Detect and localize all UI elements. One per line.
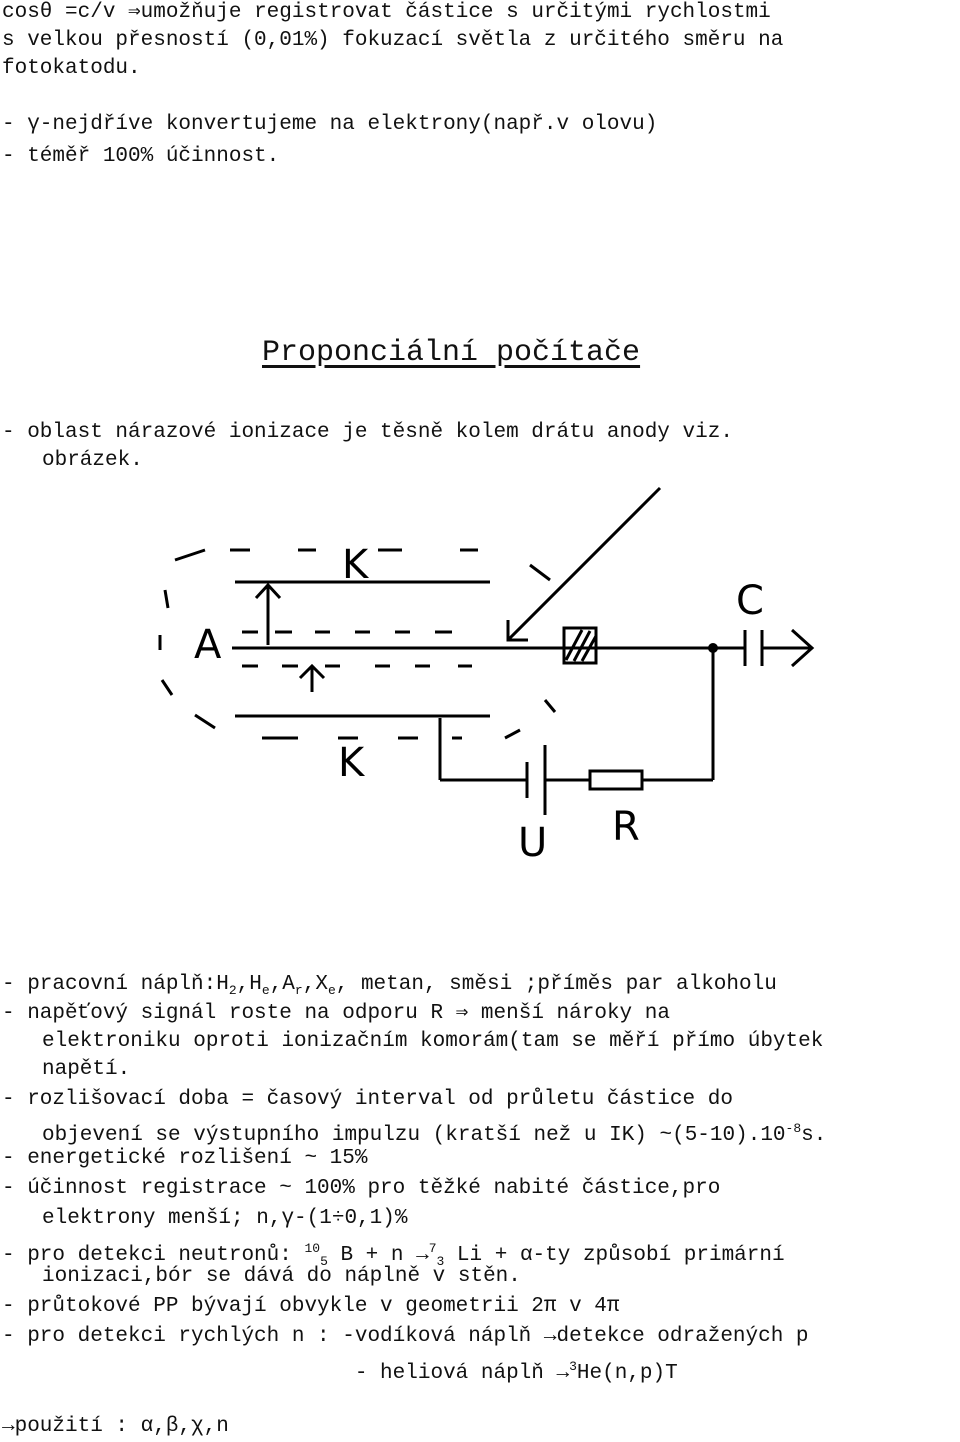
bullet-resolution-time: - rozlišovací doba = časový interval od průletu částice do (2, 1088, 733, 1111)
text-line: objevení se výstupního impulzu (kratší než u IK) $\sim(5-10).10^{-8}s$. (42, 1121, 827, 1147)
bullet-flow-counters: - průtokové PP bývají obvykle v geometrii 2π v 4π (2, 1295, 620, 1318)
oval-dash (530, 565, 550, 580)
label-c: C (736, 578, 764, 624)
text-line: - γ-nejdříve konvertujeme na elektrony(např.v olovu) (2, 113, 658, 136)
bullet-fill: - pracovní $náplň:H_2,H_e,A_r,X_e$, metan, směsi ;příměs par alkoholu (2, 973, 777, 999)
bullet-energy-resolution: - energetické rozlišení ~ 15% (2, 1147, 368, 1170)
oval-dash (162, 680, 172, 695)
hatch (566, 630, 582, 660)
oval-dash (545, 700, 555, 712)
text-line: - heliová náplň →$^3$He(n,p)T (2, 1359, 678, 1385)
label-r: R (612, 804, 640, 850)
text-line: napětí. (42, 1058, 131, 1081)
bullet-signal: - napěťový signál roste na odporu R ⇒ menší nároky na (2, 1002, 670, 1025)
oval-dash (165, 590, 168, 608)
bullet-fast-neutrons: - pro detekci rychlých n : -vodíková náplň →detekce odražených p (2, 1325, 809, 1348)
label-a: A (194, 622, 222, 668)
oval-dash (505, 730, 520, 738)
text-line: s velkou přesností (0,01%) fokuzací světla z určitého směru na (2, 29, 784, 52)
text-line: obrázek. (42, 449, 143, 472)
text-line: cosθ =c/v ⇒umožňuje registrovat částice s určitými rychlostmi (2, 1, 771, 24)
text-line: fotokatodu. (2, 57, 141, 80)
text-line: - oblast nárazové ionizace je těsně kolem drátu anody viz. (2, 421, 733, 444)
oval-dash (175, 550, 205, 560)
text-line: - téměř 100% účinnost. (2, 145, 280, 168)
text-line: elektrony menší; n,γ-(1÷0,1)% (42, 1207, 408, 1230)
hatch (574, 631, 590, 661)
label-k-bottom: K (338, 740, 365, 786)
label-u: U (518, 820, 548, 866)
bullet-efficiency: - účinnost registrace ~ 100% pro těžké nabité částice,pro (2, 1177, 721, 1200)
label-k-top: K (342, 542, 369, 588)
junction-dot (708, 643, 718, 653)
bullet-neutron-detection: - pro detekci neutronů: $^{10}_5$ B + n →$^7_3$ Li + α-ty způsobí primární (2, 1241, 785, 1270)
resistor (590, 771, 642, 789)
uses-line: →použití : α,β,χ,n (2, 1415, 229, 1438)
section-title: Proponciální počítače (262, 336, 641, 370)
oval-dash (195, 715, 215, 728)
text-line: elektroniku oproti ionizačním komorám(tam se měří přímo úbytek (42, 1030, 824, 1053)
text-line: ionizaci,bór se dává do náplně v stěn. (42, 1265, 521, 1288)
